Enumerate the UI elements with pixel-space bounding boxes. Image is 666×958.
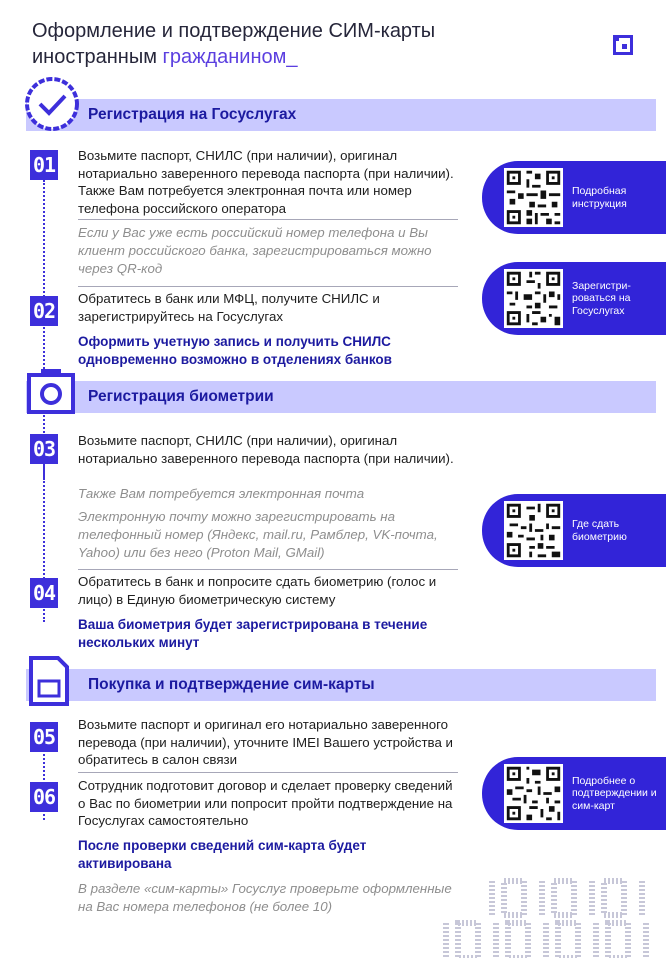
step-note: Если у Вас уже есть российский номер телефона и Вы клиент российского банка, зарегистрироваться можно через QR-код [78, 225, 432, 276]
section-title: Регистрация биометрии [88, 388, 274, 405]
step-text: Возьмите паспорт, СНИЛС (при наличии), оригинал нотариально заверенного перевода паспорта (при наличии). Также Вам потребуется электронная почта или номер телефона российского оператора [78, 148, 454, 216]
qr-card-label: Подробнее о подтверждении и сим-карт [572, 774, 657, 812]
step-text: Обратитесь в банк и попросите сдать биометрию (голос и лицо) в Единую биометрическую систему [78, 574, 437, 607]
logo-icon [611, 33, 635, 57]
section-title: Регистрация на Госуслугах [88, 106, 297, 123]
qr-code-icon [504, 168, 563, 227]
step-highlight: Оформить учетную запись и получить СНИЛС одновременно возможно в отделениях банков [78, 334, 392, 367]
step-number: 05 [30, 722, 58, 752]
section-band [26, 99, 656, 131]
step-text: Возьмите паспорт и оригинал его нотариально заверенного перевода (при наличии), уточните IMEI Вашего устройства и обратитесь в салон связи [78, 717, 453, 767]
qr-card[interactable] [482, 757, 666, 830]
qr-card-label: Зарегистри-роваться на Госуслугах [572, 279, 631, 317]
camera-icon [26, 366, 76, 416]
section-band [26, 669, 656, 701]
step-number: 03 [30, 434, 58, 464]
step-text: Возьмите паспорт, СНИЛС (при наличии), оригинал нотариально заверенного перевода паспорта (при наличии). [78, 433, 454, 466]
qr-code-icon [504, 269, 563, 328]
divider [78, 772, 458, 773]
step-note: Электронную почту можно зарегистрировать на телефонный номер (Яндекс, mail.ru, Рамблер, VK-почта, Yahoo) или без него (Proton Mail, GMail) [78, 509, 438, 560]
qr-card-label: Где сдать биометрию [572, 518, 627, 543]
step-text: Сотрудник подготовит договор и сделает проверку сведений о Вас по биометрии или попросит пройти подтверждение на Госуслугах самостоятельно [78, 778, 453, 828]
divider [78, 569, 458, 570]
step-text: Обратитесь в банк или МФЦ, получите СНИЛС и зарегистрируйтесь на Госуслугах [78, 291, 380, 324]
step-note: В разделе «сим-карты» Госуслуг проверьте оформленные на Вас номера телефонов (не более 10) [78, 881, 452, 914]
step-highlight: Ваша биометрия будет зарегистрирована в течение нескольких минут [78, 617, 428, 650]
section-band [26, 381, 656, 413]
page-title: Оформление и подтверждение СИМ-карты иностранным гражданином_ [32, 20, 436, 68]
qr-code-icon [504, 501, 563, 560]
step-number: 02 [30, 296, 58, 326]
sim-card-icon [28, 655, 70, 707]
step-number: 04 [30, 578, 58, 608]
qr-code-icon [504, 764, 563, 823]
qr-card-label: Подробная инструкция [572, 185, 627, 210]
step-note: Также Вам потребуется электронная почта [78, 486, 365, 501]
qr-card[interactable] [482, 161, 666, 234]
step-number: 01 [30, 150, 58, 180]
step-number: 06 [30, 782, 58, 812]
binary-pattern-decoration [440, 875, 666, 958]
qr-card[interactable] [482, 262, 666, 335]
checkmark-circle-icon [24, 76, 80, 132]
divider [78, 286, 458, 287]
step-highlight: После проверки сведений сим-карта будет активирована [78, 838, 367, 871]
divider [78, 219, 458, 220]
section-title: Покупка и подтверждение сим-карты [88, 676, 375, 693]
qr-card[interactable] [482, 494, 666, 567]
